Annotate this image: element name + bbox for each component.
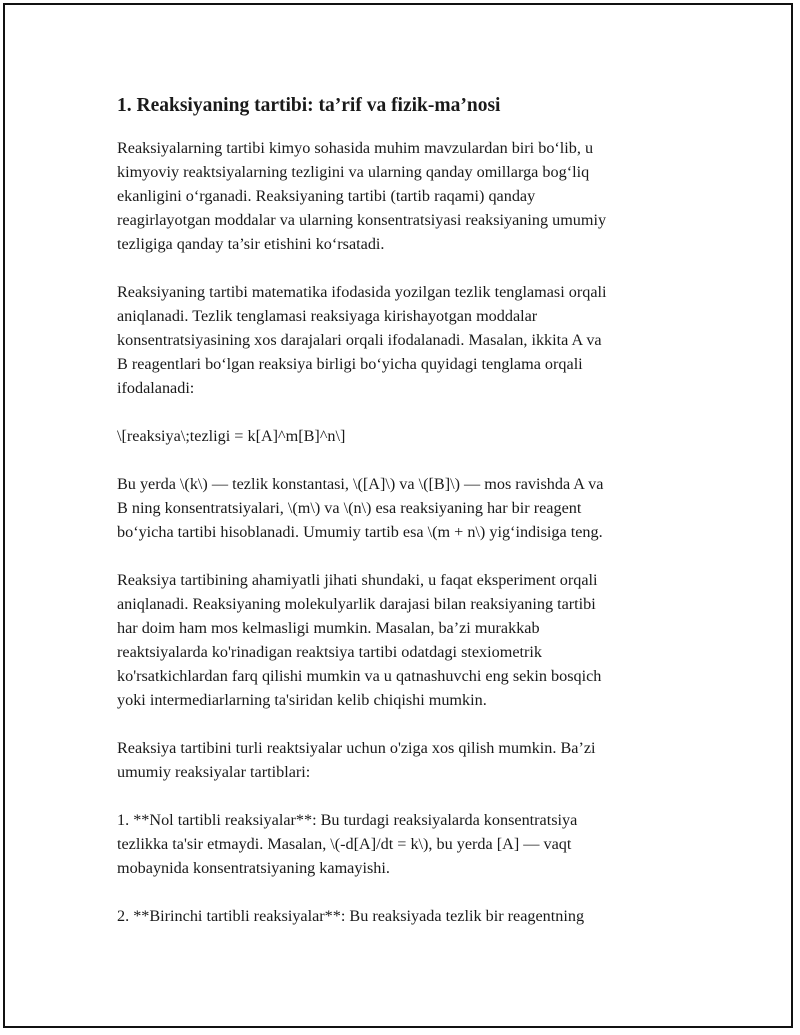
text-line: kimyoviy reaktsiyalarning tezligini va ularning qanday omillarga bog‘liq bbox=[117, 163, 590, 181]
text-line: B ning konsentratsiyalari, \(m\) va \(n\) esa reaksiyaning har bir reagent bbox=[117, 499, 582, 517]
text-line: ifodalanadi: bbox=[117, 379, 195, 397]
text-line: mobaynida konsentratsiyaning kamayishi. bbox=[117, 859, 390, 877]
text-line: B reagentlari bo‘lgan reaksiya birligi bo‘yicha quyidagi tenglama orqali bbox=[117, 355, 583, 373]
text-line: reagirlayotgan moddalar va ularning konsentratsiyasi reaksiyaning umumiy bbox=[117, 211, 607, 229]
text-line: \[reaksiya\;tezligi = k[A]^m[B]^n\] bbox=[117, 427, 346, 445]
text-line: Reaksiya tartibining ahamiyatli jihati shundaki, u faqat eksperiment orqali bbox=[117, 571, 598, 589]
paragraph bbox=[117, 280, 697, 400]
paragraph bbox=[117, 136, 697, 256]
text-line: ekanligini o‘rganadi. Reaksiyaning tartibi (tartib raqami) qanday bbox=[117, 187, 536, 205]
text-line: 1. **Nol tartibli reaksiyalar**: Bu turdagi reaksiyalarda konsentratsiya bbox=[117, 811, 578, 829]
paragraph bbox=[117, 472, 697, 544]
text-line: tezlikka ta'sir etmaydi. Masalan, \(-d[A]/dt = k\), bu yerda [A] — vaqt bbox=[117, 835, 572, 853]
document-title: 1. Reaksiyaning tartibi: ta’rif va fizik-ma’nosi bbox=[117, 95, 501, 116]
text-line: Reaksiyaning tartibi matematika ifodasida yozilgan tezlik tenglamasi orqali bbox=[117, 283, 607, 301]
paragraph-list bbox=[117, 136, 697, 928]
text-line: bo‘yicha tartibi hisoblanadi. Umumiy tartib esa \(m + n\) yig‘indisiga teng. bbox=[117, 523, 603, 541]
text-line: aniqlanadi. Tezlik tenglamasi reaksiyaga kirishayotgan moddalar bbox=[117, 307, 538, 325]
text-line: ko'rsatkichlardan farq qilishi mumkin va u qatnashuvchi eng sekin bosqich bbox=[117, 667, 602, 685]
text-line: tezligiga qanday ta’sir etishini ko‘rsatadi. bbox=[117, 235, 385, 253]
text-line: har doim ham mos kelmasligi mumkin. Masalan, ba’zi murakkab bbox=[117, 619, 540, 637]
text-line: reaktsiyalarda ko'rinadigan reaktsiya tartibi odatdagi stexiometrik bbox=[117, 643, 542, 661]
paragraph bbox=[117, 808, 697, 880]
text-line: Reaksiyalarning tartibi kimyo sohasida muhim mavzulardan biri bo‘lib, u bbox=[117, 139, 594, 157]
text-line: Bu yerda \(k\) — tezlik konstantasi, \([A]\) va \([B]\) — mos ravishda A va bbox=[117, 475, 604, 493]
text-line: yoki intermediarlarning ta'siridan kelib chiqishi mumkin. bbox=[117, 691, 487, 709]
text-line: konsentratsiyasining xos darajalari orqali ifodalanadi. Masalan, ikkita A va bbox=[117, 331, 602, 349]
document-body bbox=[117, 92, 697, 952]
text-line: umumiy reaksiyalar tartiblari: bbox=[117, 763, 311, 781]
paragraph bbox=[117, 904, 697, 928]
text-line: Reaksiya tartibini turli reaktsiyalar uchun o'ziga xos qilish mumkin. Ba’zi bbox=[117, 739, 596, 757]
paragraph bbox=[117, 736, 697, 784]
paragraph bbox=[117, 568, 697, 712]
paragraph bbox=[117, 424, 697, 448]
text-line: 2. **Birinchi tartibli reaksiyalar**: Bu reaksiyada tezlik bir reagentning bbox=[117, 907, 585, 925]
text-line: aniqlanadi. Reaksiyaning molekulyarlik darajasi bilan reaksiyaning tartibi bbox=[117, 595, 596, 613]
